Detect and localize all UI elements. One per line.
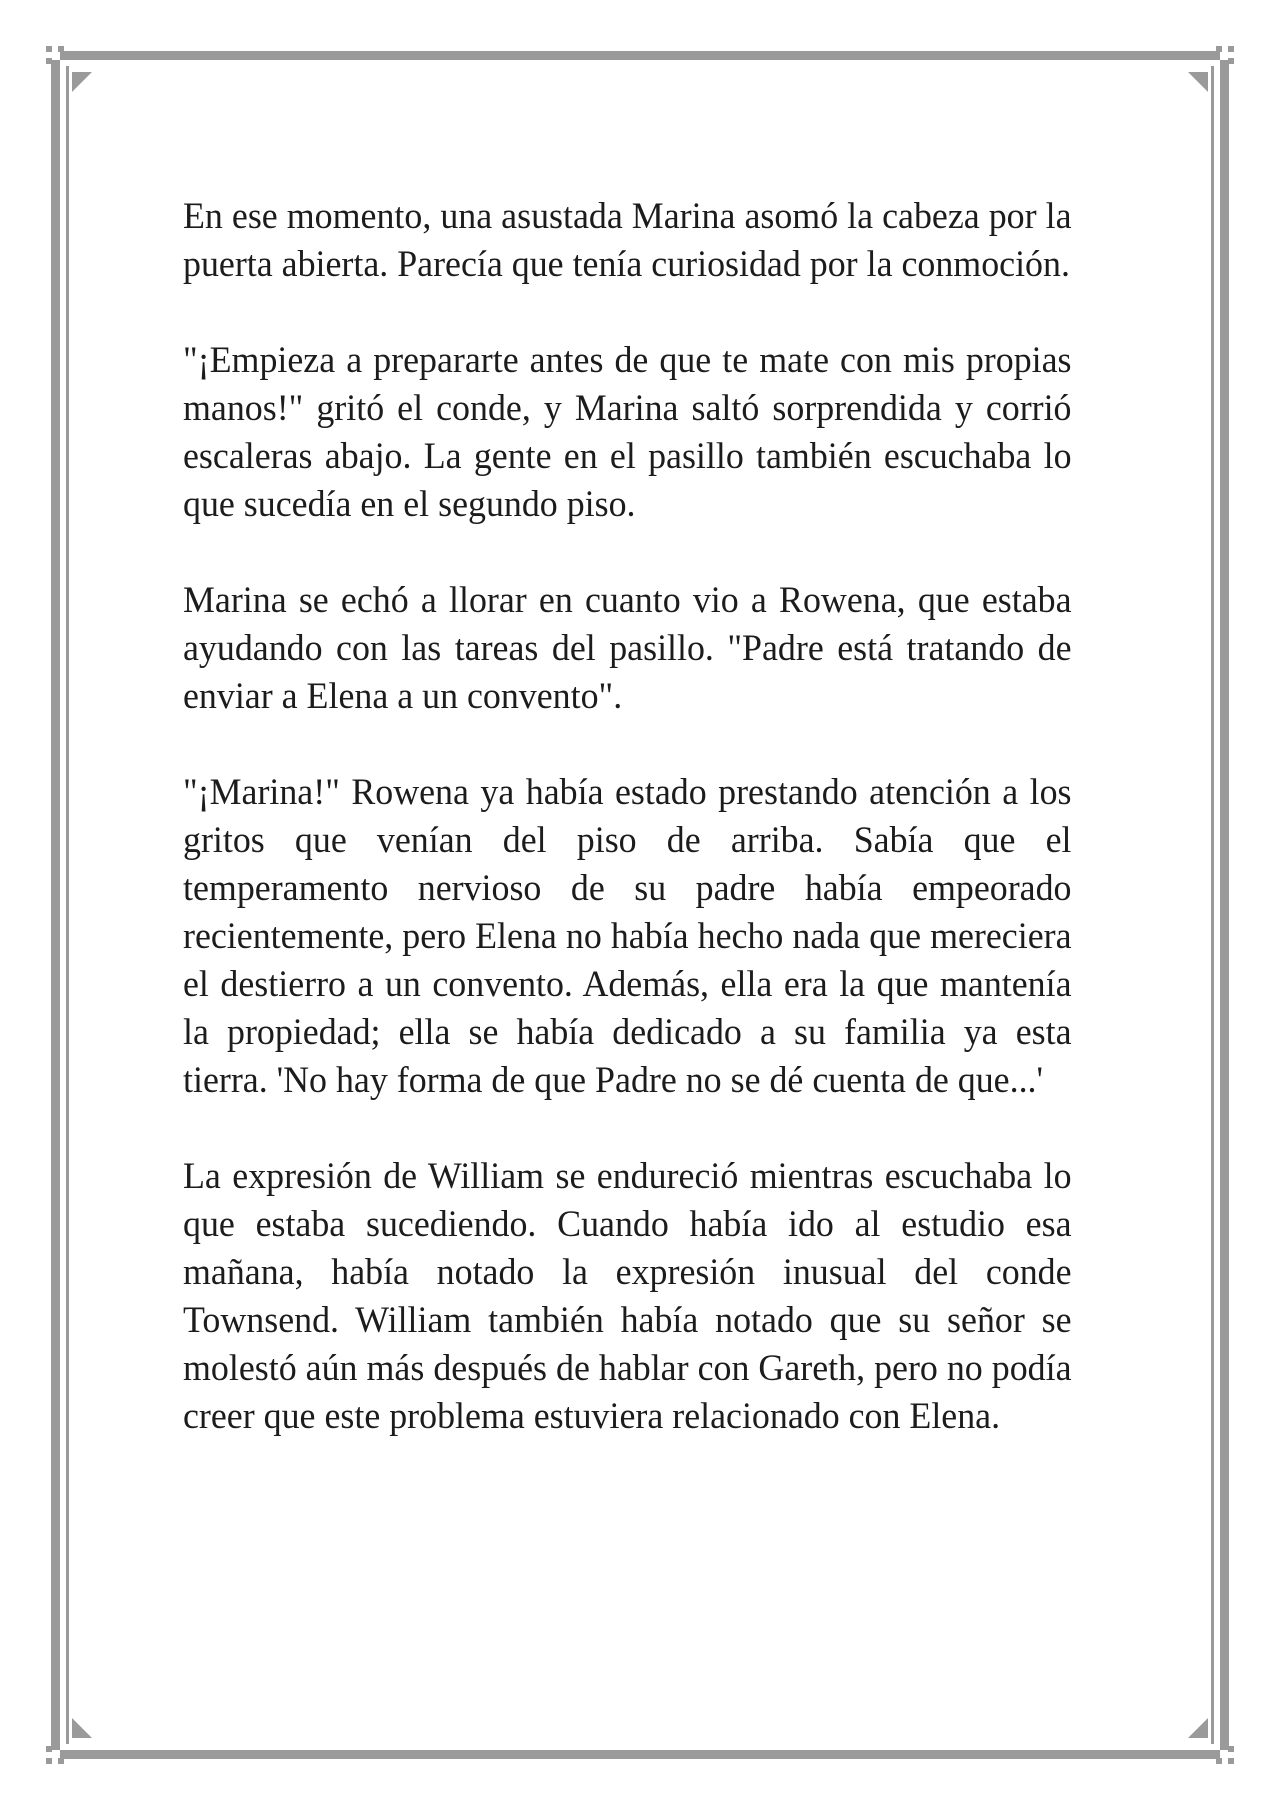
paragraph: Marina se echó a llorar en cuanto vio a Rowena, que estaba ayudando con las tareas del pasillo. "Padre está tratando de enviar a Elena a un convento". xyxy=(183,580,1072,717)
border-right-inner xyxy=(1211,66,1214,1744)
paragraph: "¡Marina!" Rowena ya había estado prestando atención a los gritos que venían del piso de arriba. Sabía que el temperamento nervioso de su padre había empeorado recientemente, pero Elena no había hecho nada que mereciera el destierro a un convento. Además, ella era la que mantenía la propiedad; ella se había dedicado a su familia ya esta tierra. 'No hay forma de que Padre no se dé cuenta de que...' xyxy=(183,772,1072,1101)
border-right xyxy=(1220,60,1229,1750)
paragraph: En ese momento, una asustada Marina asomó la cabeza por la puerta abierta. Parecía que tenía curiosidad por la conmoción. xyxy=(183,196,1072,285)
border-left-inner xyxy=(66,66,69,1744)
border-left xyxy=(51,60,60,1750)
page-text xyxy=(183,193,1072,1489)
paragraph: "¡Empieza a prepararte antes de que te mate con mis propias manos!" gritó el conde, y Marina saltó sorprendida y corrió escaleras abajo. La gente en el pasillo también escuchaba lo que sucedía en el segundo piso. xyxy=(183,340,1072,525)
border-top xyxy=(60,51,1220,60)
paragraph: La expresión de William se endureció mientras escuchaba lo que estaba sucediendo. Cuando había ido al estudio esa mañana, había notado la expresión inusual del conde Townsend. William también había notado que su señor se molestó aún más después de hablar con Gareth, pero no podía creer que este problema estuviera relacionado con Elena. xyxy=(183,1156,1072,1437)
border-bottom xyxy=(60,1750,1220,1759)
